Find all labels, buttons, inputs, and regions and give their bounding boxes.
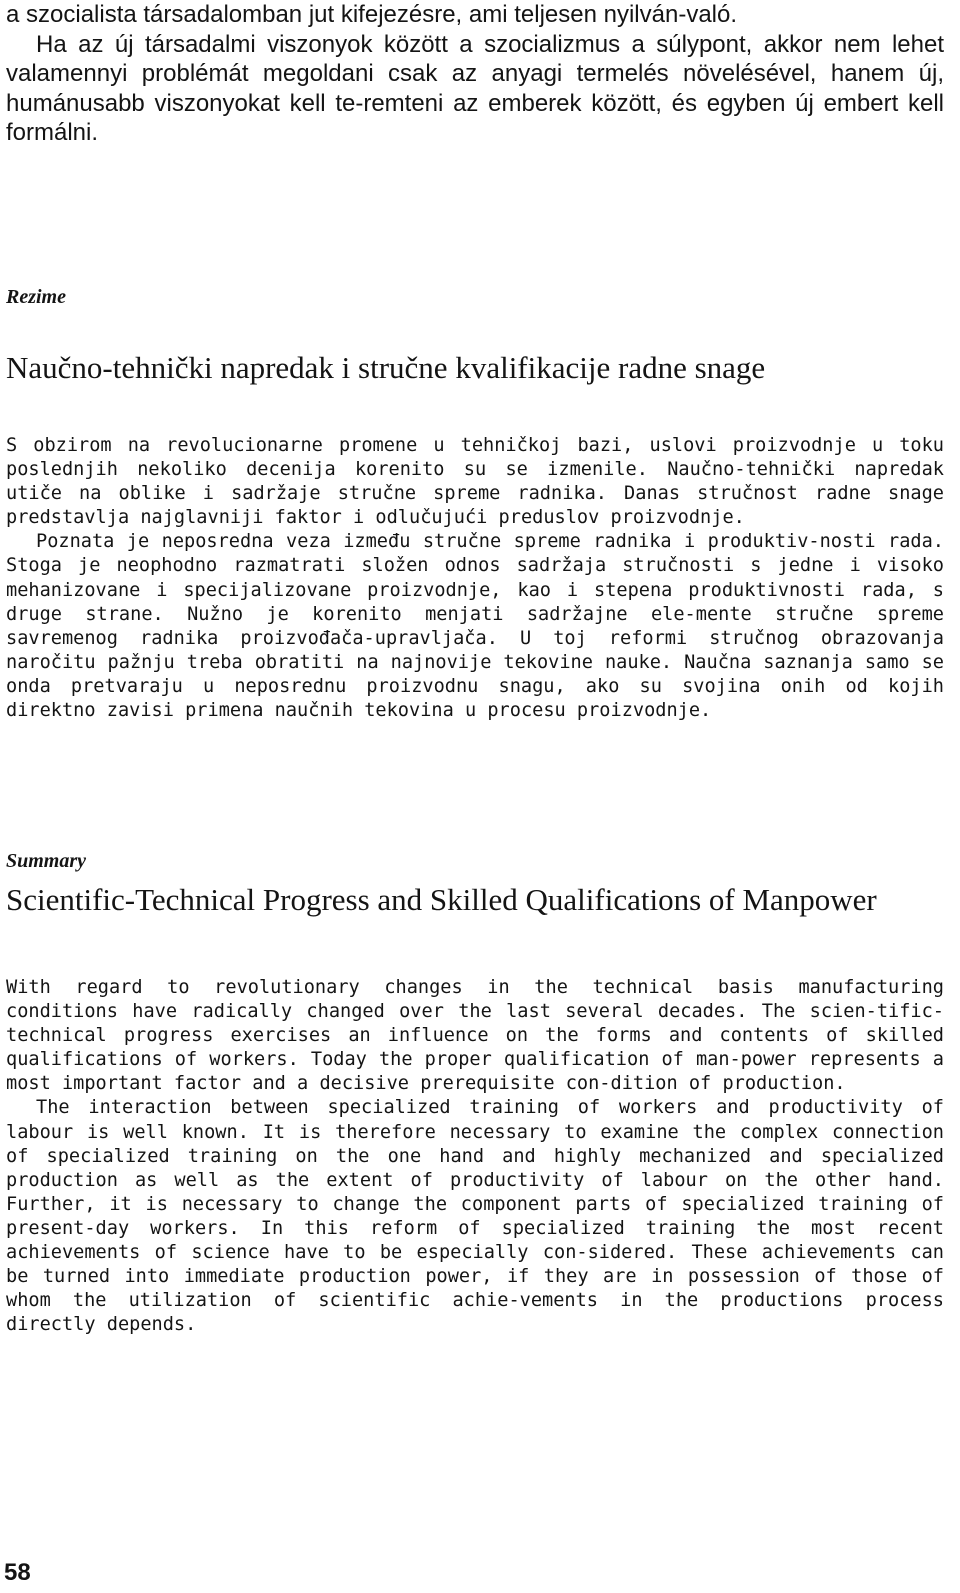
rezime-title: Naučno-tehnički napredak i stručne kvalifikacije radne snage bbox=[6, 350, 766, 385]
summary-abstract bbox=[6, 976, 944, 1337]
hungarian-paragraph: Ha az új társadalmi viszonyok között a szocializmus a súlypont, akkor nem lehet valamennyi problémát megoldani csak az anyagi termelés növelésével, hanem új, humánusabb viszonyokat kell te-remteni az emberek között, és egyben új embert kell formálni. bbox=[6, 30, 944, 146]
rezime-paragraph: Poznata je neposredna veza između stručne spreme radnika i produktiv-nosti rada. Stoga je neophodno razmatrati složen odnos sadržaja stručnosti s jedne i visoko mehanizovane i specijalizovane proizvodnje, kao i stepena produktivnosti rada, s druge strane. Nužno je korenito menjati sadržajne ele-mente stručne spreme savremenog radnika proizvođača-upravljača. U toj reformi stručnog obrazovanja naročitu pažnju treba obratiti na najnovije tekovine nauke. Naučna saznanja samo se onda pretvaraju u neposrednu proizvodnu snagu, ako su svojina onih od kojih direktno zavisi primena naučnih tekovina u procesu proizvodnje. bbox=[6, 531, 944, 722]
hungarian-paragraph: a szocialista társadalomban jut kifejezésre, ami teljesen nyilván-való. bbox=[6, 1, 738, 28]
page-number: 58 bbox=[4, 1559, 31, 1586]
rezime-abstract bbox=[6, 434, 944, 723]
summary-paragraph: The interaction between specialized training of workers and productivity of labour is well known. It is therefore necessary to examine the complex connection of specialized training on the one hand and highly mechanized and specialized production as well as the extent of productivity of labour on the other hand. Further, it is necessary to change the component parts of specialized training of present-day workers. In this reform of specialized training the most recent achievements of science have to be especially con-sidered. These achievements can be turned into immediate production power, if they are in possession of those of whom the utilization of scientific achie-vements in the productions process directly depends. bbox=[6, 1097, 944, 1336]
rezime-paragraph: S obzirom na revolucionarne promene u tehničkoj bazi, uslovi proizvodnje u toku poslednjih nekoliko decenija korenito su se izmenile. Naučno-tehnički napredak utiče na oblike i sadržaje stručne spreme radnika. Danas stručnost radne snage predstavlja najglavniji faktor i odlučujući preduslov proizvodnje. bbox=[6, 435, 944, 529]
hungarian-text-block bbox=[6, 0, 944, 148]
summary-title: Scientific-Technical Progress and Skilled Qualifications of Manpower bbox=[6, 882, 877, 917]
rezime-label: Rezime bbox=[6, 286, 66, 308]
summary-label: Summary bbox=[6, 850, 87, 872]
summary-paragraph: With regard to revolutionary changes in the technical basis manufacturing conditions have radically changed over the last several decades. The scien-tific-technical progress exercises an influence on the forms and contents of skilled qualifications of workers. Today the proper qualification of man-power represents a most important factor and a decisive prerequisite con-dition of production. bbox=[6, 977, 944, 1095]
